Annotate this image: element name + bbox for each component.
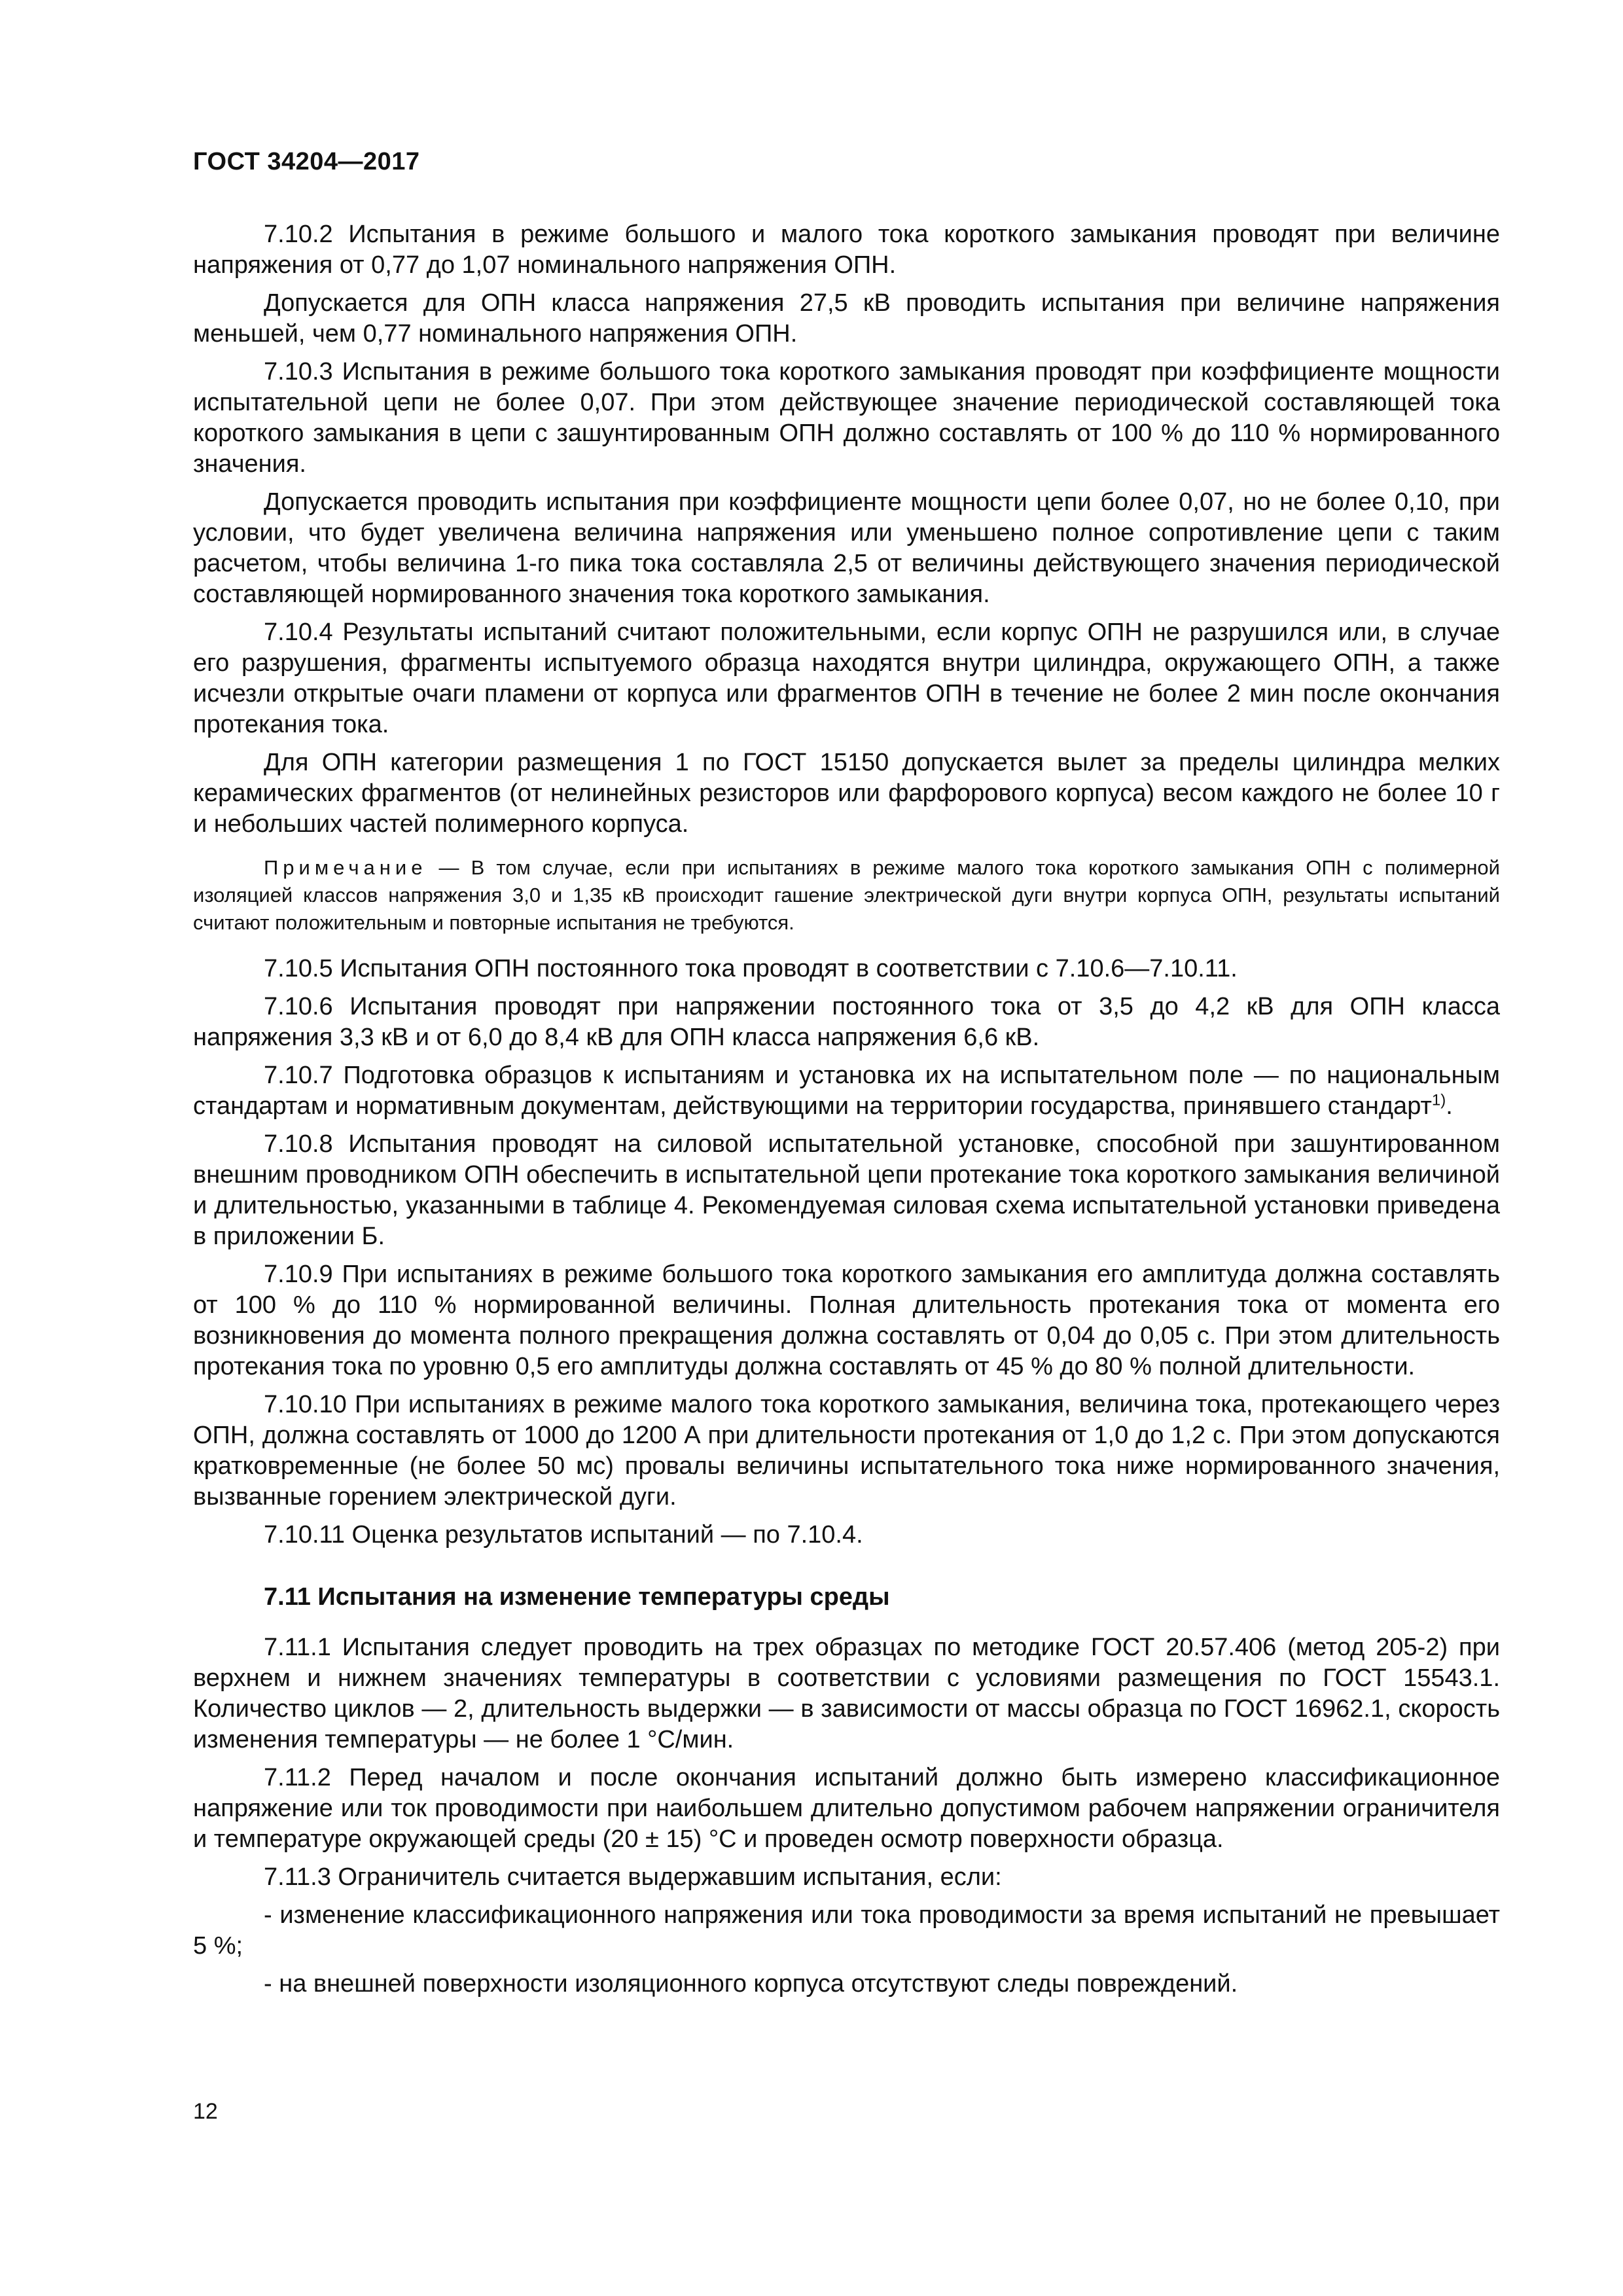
- note-label: Примечание: [264, 856, 427, 879]
- paragraph-7-11-3: 7.11.3 Ограничитель считается выдержавшим испытания, если:: [264, 1863, 1002, 1891]
- paragraph-7-10-10: 7.10.10 При испытаниях в режиме малого тока короткого замыкания, величина тока, протекающего через ОПН, должна составлять от 1000 до 1200 А при длительности протекания от 1,0 до 1,2 с. При этом допускаются кратковременные (не более 50 мс) провалы величины испытательного тока ниже нормированного значения, вызванные горением электрической дуги.: [193, 1391, 1500, 1511]
- paragraph-gost-15150: Для ОПН категории размещения 1 по ГОСТ 15150 допускается вылет за пределы цилиндра мелких керамических фрагментов (от нелинейных резисторов или фарфорового корпуса) весом каждого не более 10 г и небольших частей полимерного корпуса.: [193, 749, 1500, 838]
- note-text: — В том случае, если при испытаниях в режиме малого тока короткого замыкания ОПН с полимерной изоляцией классов напряжения 3,0 и 1,35 кВ происходит гашение электрической дуги внутри корпуса ОПН, результаты испытаний считают положительным и повторные испытания не требуются.: [193, 856, 1500, 934]
- paragraph-7-10-6: 7.10.6 Испытания проводят при напряжении постоянного тока от 3,5 до 4,2 кВ для ОПН класса напряжения 3,3 кВ и от 6,0 до 8,4 кВ для ОПН класса напряжения 6,6 кВ.: [193, 993, 1500, 1051]
- paragraph-7-10-3: 7.10.3 Испытания в режиме большого тока короткого замыкания проводят при коэффициенте мощности испытательной цепи не более 0,07. При этом действующее значение периодической составляющей тока короткого замыкания в цепи с зашунтированным ОПН должно составлять от 100 % до 110 % нормированного значения.: [193, 358, 1500, 478]
- paragraph-7-10-7-end: .: [1446, 1092, 1453, 1120]
- paragraph-7-10-11: 7.10.11 Оценка результатов испытаний — по 7.10.4.: [264, 1521, 863, 1549]
- paragraph-7-10-7-text: 7.10.7 Подготовка образцов к испытаниям и установка их на испытательном поле — по национальным стандартам и нормативным документам, действующими на территории государства, принявшего стандарт: [193, 1062, 1500, 1120]
- section-title: 7.11 Испытания на изменение температуры среды: [264, 1583, 890, 1611]
- paragraph-7-10-9: 7.10.9 При испытаниях в режиме большого тока короткого замыкания его амплитуда должна составлять от 100 % до 110 % нормированной величины. Полная длительность протекания тока от момента его возникновения до момента полного прекращения должна составлять от 0,04 до 0,05 с. При этом длительность протекания тока по уровню 0,5 его амплитуды должна составлять от 45 % до 80 % полной длительности.: [193, 1261, 1500, 1380]
- list-item: - на внешней поверхности изоляционного корпуса отсутствуют следы повреждений.: [264, 1970, 1238, 1998]
- paragraph-power-factor: Допускается проводить испытания при коэффициенте мощности цепи более 0,07, но не более 0,10, при условии, что будет увеличена величина напряжения или уменьшено полное сопротивление цепи с таким расчетом, чтобы величина 1-го пика тока составляла 2,5 от величины действующего значения периодической составляющей нормированного значения тока короткого замыкания.: [193, 488, 1500, 608]
- page-number: 12: [193, 2099, 218, 2124]
- paragraph-7-10-5: 7.10.5 Испытания ОПН постоянного тока проводят в соответствии с 7.10.6—7.10.11.: [264, 955, 1238, 982]
- document-body: [193, 219, 1500, 2000]
- paragraph-7-10-4: 7.10.4 Результаты испытаний считают положительными, если корпус ОПН не разрушился или, в случае его разрушения, фрагменты испытуемого образца находятся внутри цилиндра, окружающего ОПН, а также исчезли открытые очаги пламени от корпуса или фрагментов ОПН в течение не более 2 мин после окончания протекания тока.: [193, 619, 1500, 738]
- paragraph-7-10-8: 7.10.8 Испытания проводят на силовой испытательной установке, способной при зашунтированном внешним проводником ОПН обеспечить в испытательной цепи протекание тока короткого замыкания величиной и длительностью, указанными в таблице 4. Рекомендуемая силовая схема испытательной установки приведена в приложении Б.: [193, 1130, 1500, 1250]
- paragraph-7-11-2: 7.11.2 Перед началом и после окончания испытаний должно быть измерено классификационное напряжение или ток проводимости при наибольшем длительно допустимом рабочем напряжении ограничителя и температуре окружающей среды (20 ± 15) °С и проведен осмотр поверхности образца.: [193, 1764, 1500, 1853]
- footnote-ref: 1): [1431, 1091, 1446, 1109]
- list-item: - изменение классификационного напряжения или тока проводимости за время испытаний не превышает 5 %;: [193, 1901, 1500, 1960]
- paragraph-27-5kv: Допускается для ОПН класса напряжения 27,5 кВ проводить испытания при величине напряжения меньшей, чем 0,77 номинального напряжения ОПН.: [193, 289, 1500, 348]
- document-header: ГОСТ 34204—2017: [193, 148, 420, 175]
- paragraph-7-10-2: 7.10.2 Испытания в режиме большого и малого тока короткого замыкания проводят при величине напряжения от 0,77 до 1,07 номинального напряжения ОПН.: [193, 221, 1500, 279]
- paragraph-7-11-1: 7.11.1 Испытания следует проводить на трех образцах по методике ГОСТ 20.57.406 (метод 205-2) при верхнем и нижнем значениях температуры в соответствии с условиями размещения по ГОСТ 15543.1. Количество циклов — 2, длительность выдержки — в зависимости от массы образца по ГОСТ 16962.1, скорость изменения температуры — не более 1 °С/мин.: [193, 1634, 1500, 1753]
- note: [193, 854, 1500, 937]
- paragraph-7-10-7: [193, 1060, 1500, 1122]
